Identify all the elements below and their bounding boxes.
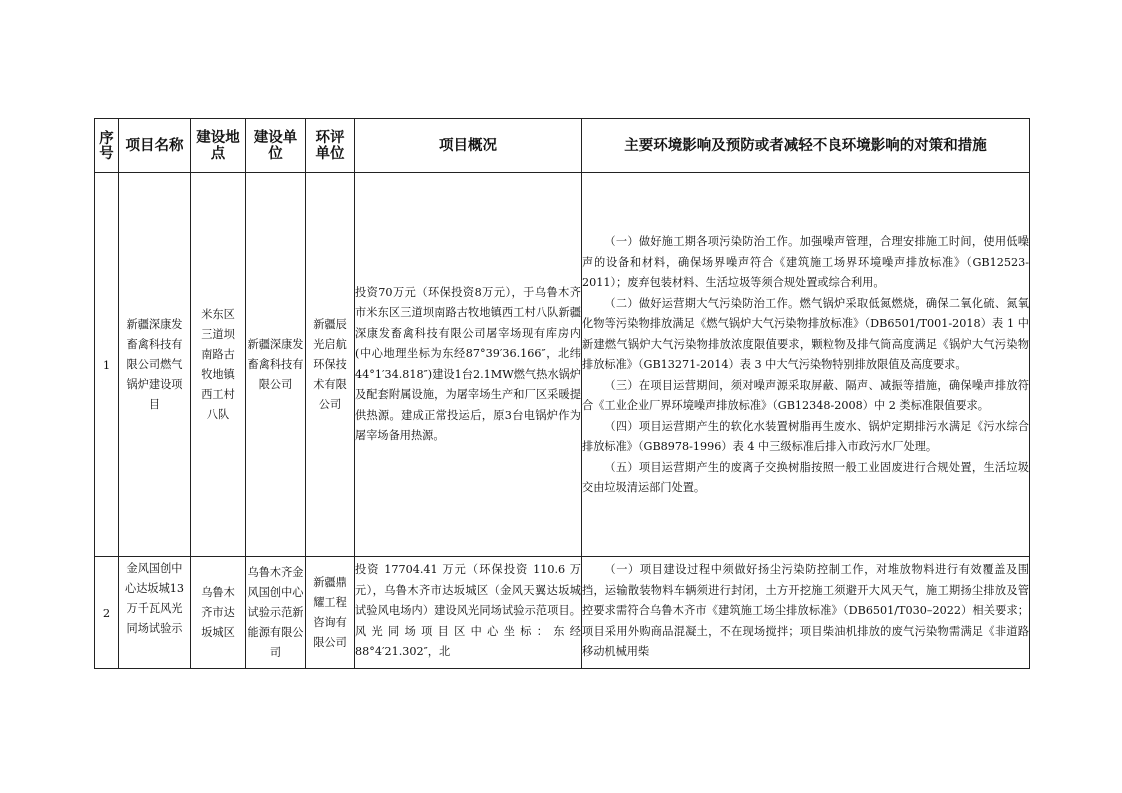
header-builder: 建设单位 xyxy=(246,119,306,173)
row2-eia-unit: 新疆鼎耀工程咨询有限公司 xyxy=(306,557,355,669)
header-overview: 项目概况 xyxy=(355,119,582,173)
row2-location: 乌鲁木齐市达坂城区 xyxy=(191,557,246,669)
row2-seq: 2 xyxy=(95,557,119,669)
row2-overview: 投资 17704.41 万元（环保投资 110.6 万元），乌鲁木齐市达坂城区（金风天翼达坂城试验风电场内）建设风光同场试验示范项目。风光同场项目区中心坐标：东经 88°4′21.302″，北 xyxy=(355,557,582,669)
row1-builder: 新疆深康发畜禽科技有限公司 xyxy=(246,173,306,557)
header-measures: 主要环境影响及预防或者减轻不良环境影响的对策和措施 xyxy=(582,119,1030,173)
row1-project-name: 新疆深康发畜禽科技有限公司燃气锅炉建设项目 xyxy=(119,173,191,557)
measure-item: （一）做好施工期各项污染防治工作。加强噪声管理，合理安排施工时间，使用低噪声的设备和材料，确保场界噪声符合《建筑施工场界环境噪声排放标准》（GB12523-2011）；废弃包装材料、生活垃圾等须合规处置或综合利用。 xyxy=(582,235,1029,290)
measure-item: （一）项目建设过程中须做好扬尘污染防控制工作，对堆放物料进行有效覆盖及围挡，运输散装物料车辆须进行封闭，土方开挖施工须避开大风天气，施工期扬尘排放及管控要求需符合乌鲁木齐市《建筑施工场尘排放标准》（DB6501/T030–2022）相关要求；项目采用外购商品混凝土，不在现场搅拌；项目柴油机排放的废气污染物需满足《非道路移动机械用柴 xyxy=(582,563,1029,658)
row1-eia-unit: 新疆辰光启航环保技术有限公司 xyxy=(306,173,355,557)
measure-item: （五）项目运营期产生的废离子交换树脂按照一般工业固废进行合规处置，生活垃圾交由垃圾清运部门处置。 xyxy=(582,460,1029,495)
row2-project-name: 金风国创中心达坂城13万千瓦风光同场试验示 xyxy=(119,557,191,669)
row1-overview: 投资70万元（环保投资8万元），于乌鲁木齐市米东区三道坝南路古牧地镇西工村八队新疆深康发畜禽科技有限公司屠宰场现有库房内(中心地理坐标为东经87°39′36.166″，北纬44°1′34.818″)建设1台2.1MW燃气热水锅炉及配套附属设施，为屠宰场生产和厂区采暖提供热源。建成正常投运后，原3台电锅炉作为屠宰场备用热源。 xyxy=(355,173,582,557)
row1-seq: 1 xyxy=(95,173,119,557)
header-location: 建设地点 xyxy=(191,119,246,173)
measure-item: （四）项目运营期产生的软化水装置树脂再生废水、锅炉定期排污水满足《污水综合排放标准》（GB8978-1996）表 4 中三级标准后排入市政污水厂处理。 xyxy=(582,419,1029,454)
header-project-name: 项目名称 xyxy=(119,119,191,173)
table-row xyxy=(95,173,1030,557)
header-row xyxy=(95,119,1030,173)
measure-item: （三）在项目运营期间，须对噪声源采取屏蔽、隔声、减振等措施，确保噪声排放符合《工业企业厂界环境噪声排放标准》（GB12348-2008）中 2 类标准限值要求。 xyxy=(582,378,1029,413)
row1-measures xyxy=(582,173,1030,557)
row2-builder: 乌鲁木齐金风国创中心试验示范新能源有限公司 xyxy=(246,557,306,669)
header-eia-unit: 环评单位 xyxy=(306,119,355,173)
row1-location: 米东区三道坝南路古牧地镇西工村八队 xyxy=(191,173,246,557)
eia-table xyxy=(94,118,1030,669)
row2-measures xyxy=(582,557,1030,669)
table-row xyxy=(95,557,1030,669)
header-seq: 序号 xyxy=(95,119,119,173)
measure-item: （二）做好运营期大气污染防治工作。燃气锅炉采取低氮燃烧，确保二氧化硫、氮氧化物等污染物排放满足《燃气锅炉大气污染物排放标准》（DB6501/T001-2018）表 1 中新建燃气锅炉大气污染物排放浓度限值要求，颗粒物及排气筒高度满足《锅炉大气污染物排放标准》（GB13271-2014）表 3 中大气污染物特别排放限值及高度要求。 xyxy=(582,296,1029,372)
